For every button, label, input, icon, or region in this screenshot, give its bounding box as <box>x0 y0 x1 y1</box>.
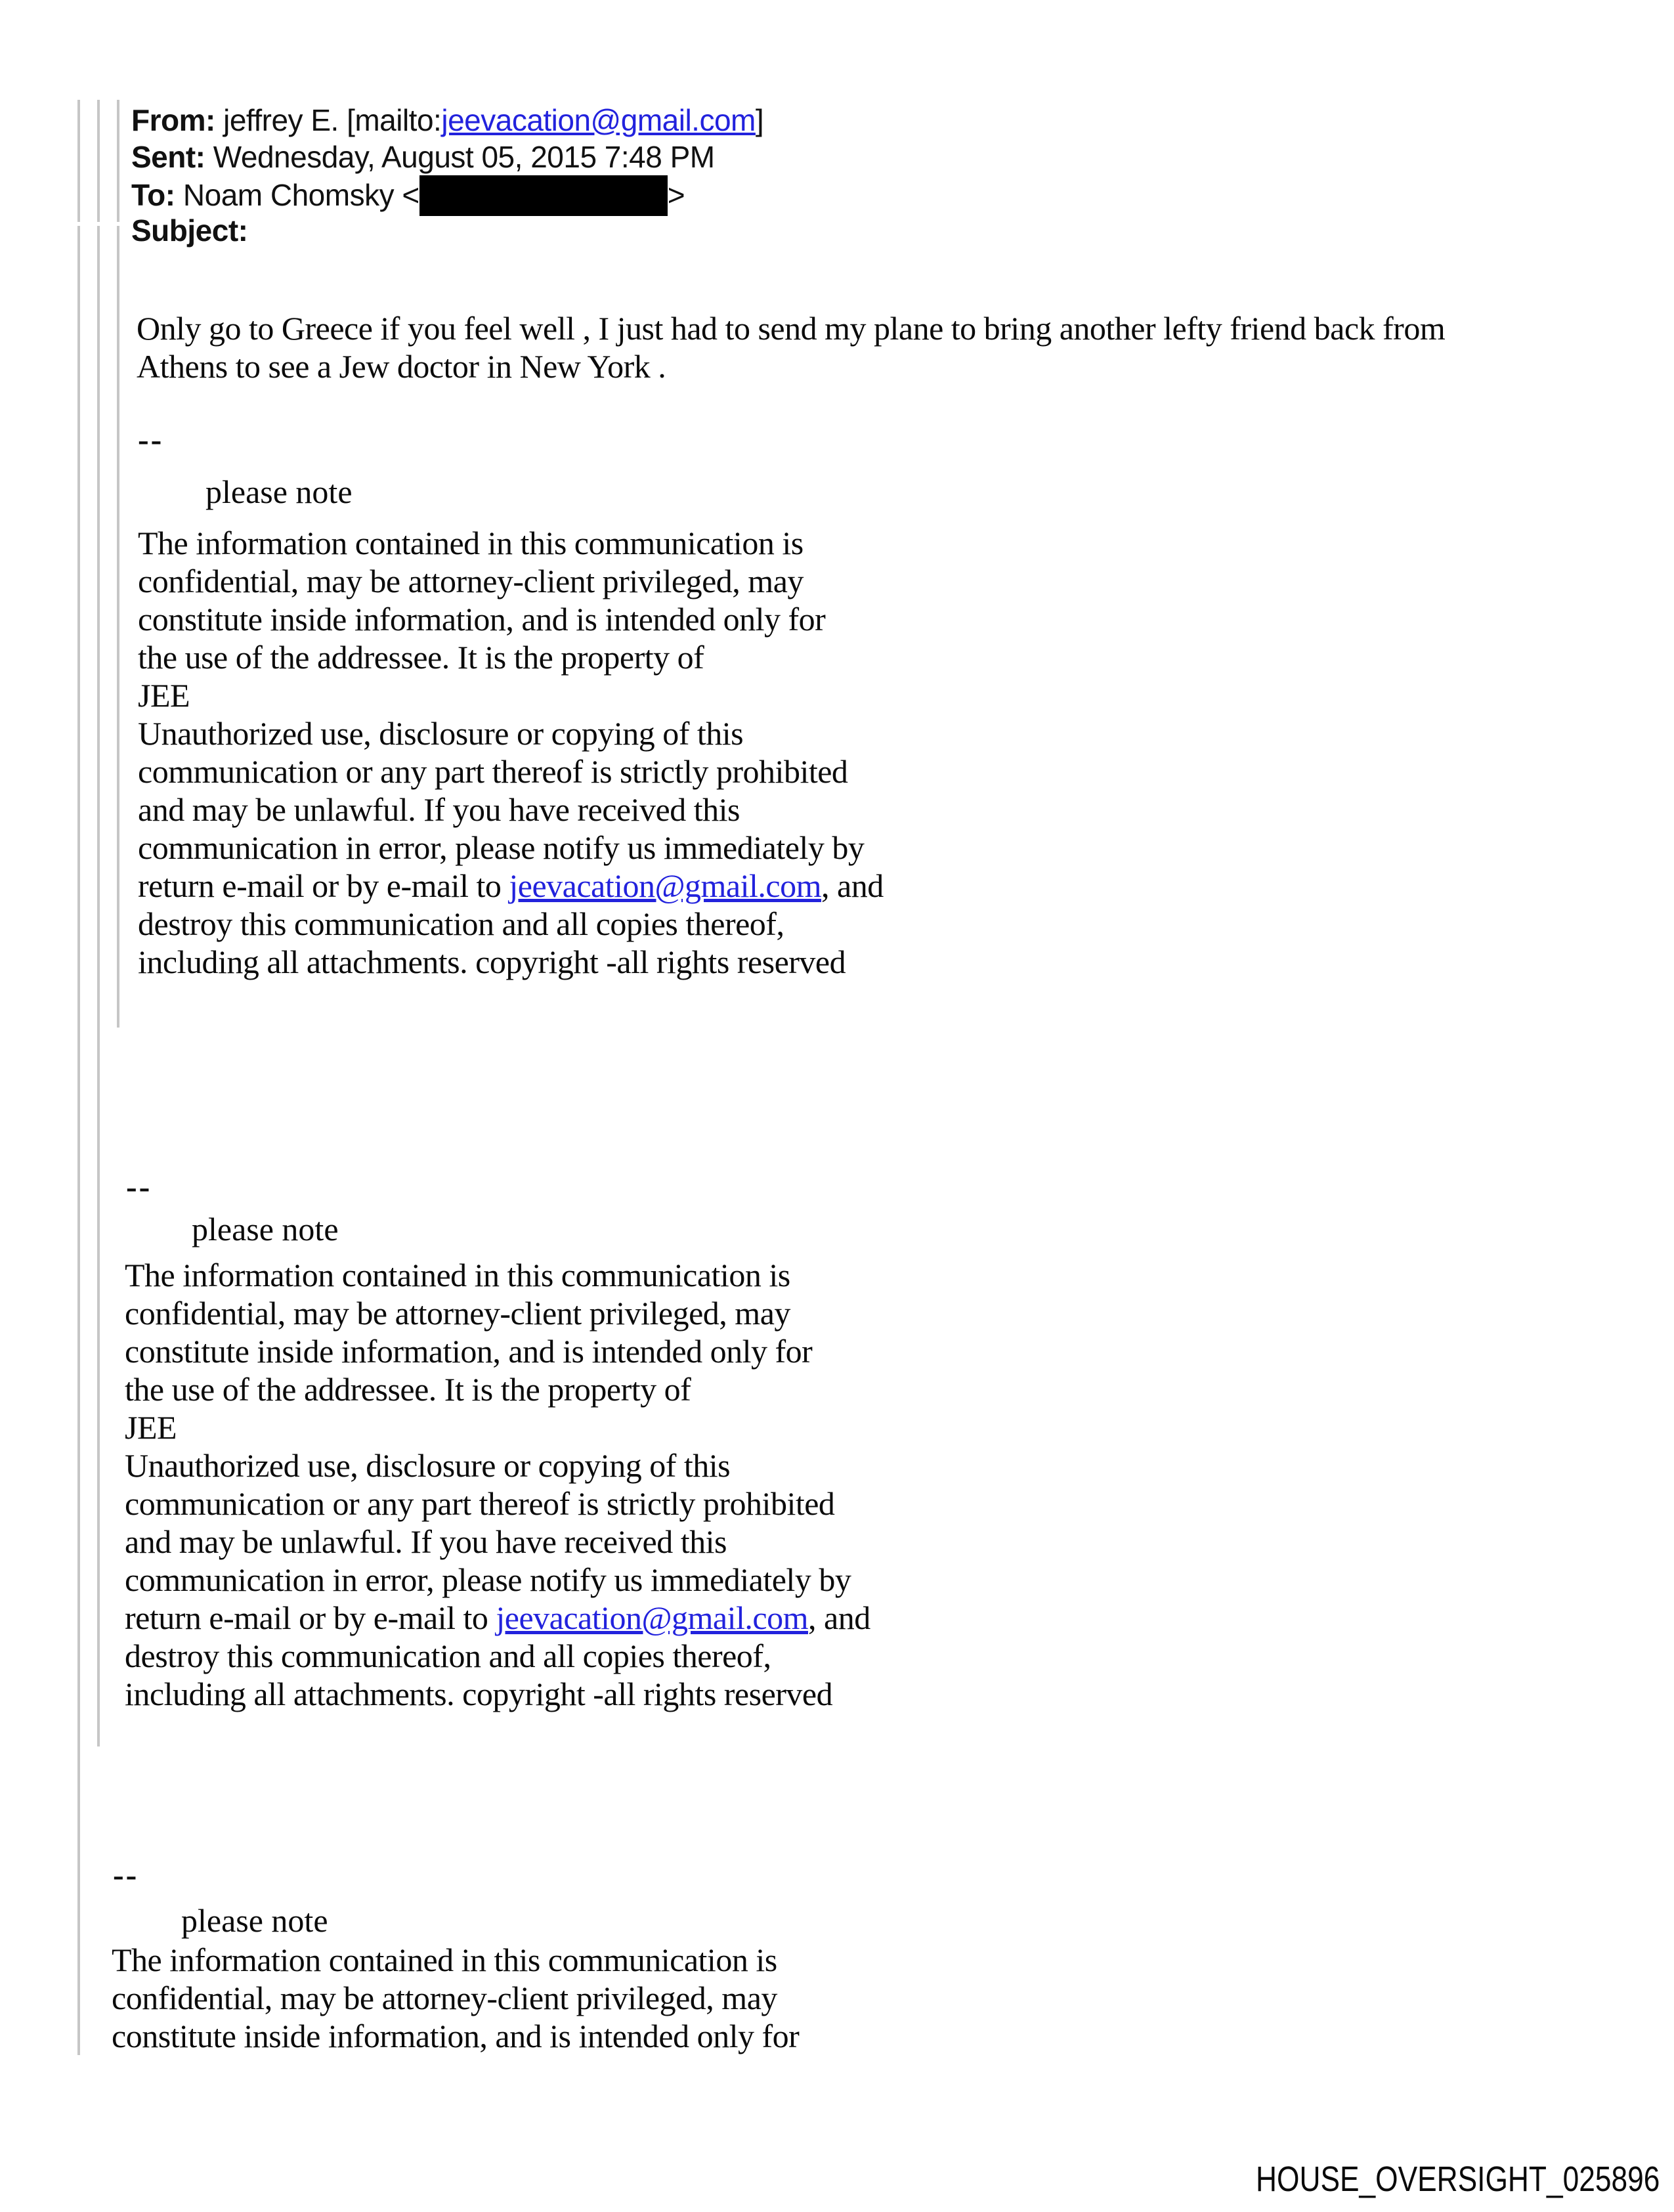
disclaimer-line: constitute inside information, and is intended only for <box>112 2018 800 2054</box>
disclaimer-block <box>112 1941 799 2055</box>
disclaimer-line: destroy this communication and all copies thereof, <box>125 1637 771 1674</box>
email-link[interactable]: jeevacation@gmail.com <box>496 1599 808 1636</box>
disclaimer-line: confidential, may be attorney-client privileged, may <box>125 1295 790 1332</box>
please-note-label: please note <box>192 1211 339 1247</box>
disclaimer-line: constitute inside information, and is intended only for <box>125 1333 813 1370</box>
bates-number: HOUSE_OVERSIGHT_025896 <box>1255 2159 1660 2199</box>
to-suffix: > <box>667 178 685 212</box>
disclaimer-line: Unauthorized use, disclosure or copying of this <box>125 1447 731 1484</box>
please-note-label: please note <box>205 473 353 510</box>
disclaimer-line: constitute inside information, and is intended only for <box>138 601 826 638</box>
disclaimer-line: communication or any part thereof is strictly prohibited <box>138 753 848 790</box>
sent-value: Wednesday, August 05, 2015 7:48 PM <box>205 140 715 174</box>
message-body <box>137 309 1445 385</box>
disclaimer-line: destroy this communication and all copies thereof, <box>138 905 784 942</box>
disclaimer-line: including all attachments. copyright -all rights reserved <box>138 943 846 980</box>
to-value: Noam Chomsky < <box>175 178 419 212</box>
disclaimer-line-suffix: , and <box>821 867 884 904</box>
disclaimer-line: confidential, may be attorney-client privileged, may <box>138 563 804 599</box>
to-label: To: <box>131 178 175 212</box>
disclaimer-line: JEE <box>138 677 190 714</box>
disclaimer-line: Unauthorized use, disclosure or copying of this <box>138 715 744 752</box>
quote-bar-inner-upper <box>117 100 119 222</box>
signature-dashes: -- <box>126 1168 152 1205</box>
email-link[interactable]: jeevacation@gmail.com <box>509 867 821 904</box>
signature-dashes: -- <box>138 421 164 458</box>
disclaimer-line: communication or any part thereof is strictly prohibited <box>125 1485 835 1522</box>
disclaimer-block <box>138 524 884 981</box>
disclaimer-block <box>125 1256 870 1713</box>
please-note-label: please note <box>181 1902 328 1939</box>
quote-bar-outer-lower <box>77 226 80 2055</box>
disclaimer-line: and may be unlawful. If you have received this <box>138 791 740 828</box>
disclaimer-line: The information contained in this communication is <box>138 525 804 561</box>
disclaimer-line <box>125 1599 870 1637</box>
quote-bar-middle-upper <box>97 100 100 222</box>
disclaimer-line: The information contained in this communication is <box>112 1941 777 1978</box>
disclaimer-line <box>138 867 884 905</box>
sent-label: Sent: <box>131 140 205 174</box>
redaction-box <box>419 175 668 216</box>
disclaimer-line: the use of the addressee. It is the property of <box>125 1371 691 1408</box>
disclaimer-line: the use of the addressee. It is the property of <box>138 639 704 676</box>
disclaimer-line-prefix: return e-mail or by e-mail to <box>125 1599 496 1636</box>
disclaimer-line: including all attachments. copyright -all rights reserved <box>125 1676 833 1712</box>
from-value: jeffrey E. [mailto: <box>215 103 442 137</box>
body-line: Athens to see a Jew doctor in New York . <box>137 348 666 385</box>
quote-bar-inner-lower <box>117 226 119 1028</box>
disclaimer-line-suffix: , and <box>808 1599 870 1636</box>
disclaimer-line: communication in error, please notify us immediately by <box>125 1561 851 1598</box>
quote-bar-outer-upper <box>77 100 80 222</box>
disclaimer-line: The information contained in this communication is <box>125 1257 790 1293</box>
subject-label: Subject: <box>131 213 248 248</box>
body-line: Only go to Greece if you feel well , I just had to send my plane to bring another lefty friend back from <box>137 310 1446 347</box>
header-subject-row <box>131 212 247 249</box>
signature-dashes: -- <box>113 1856 139 1893</box>
disclaimer-line-prefix: return e-mail or by e-mail to <box>138 867 509 904</box>
header-to-row <box>131 175 685 216</box>
header-sent-row <box>131 139 715 175</box>
disclaimer-line: confidential, may be attorney-client privileged, may <box>112 1980 777 2016</box>
from-label: From: <box>131 103 215 137</box>
from-suffix: ] <box>755 103 764 137</box>
disclaimer-line: and may be unlawful. If you have received this <box>125 1523 727 1560</box>
disclaimer-line: JEE <box>125 1409 177 1446</box>
disclaimer-line: communication in error, please notify us immediately by <box>138 829 865 866</box>
quote-bar-middle-lower <box>97 226 100 1746</box>
header-from-row <box>131 102 763 139</box>
mailto-link[interactable]: jeevacation@gmail.com <box>441 103 756 137</box>
